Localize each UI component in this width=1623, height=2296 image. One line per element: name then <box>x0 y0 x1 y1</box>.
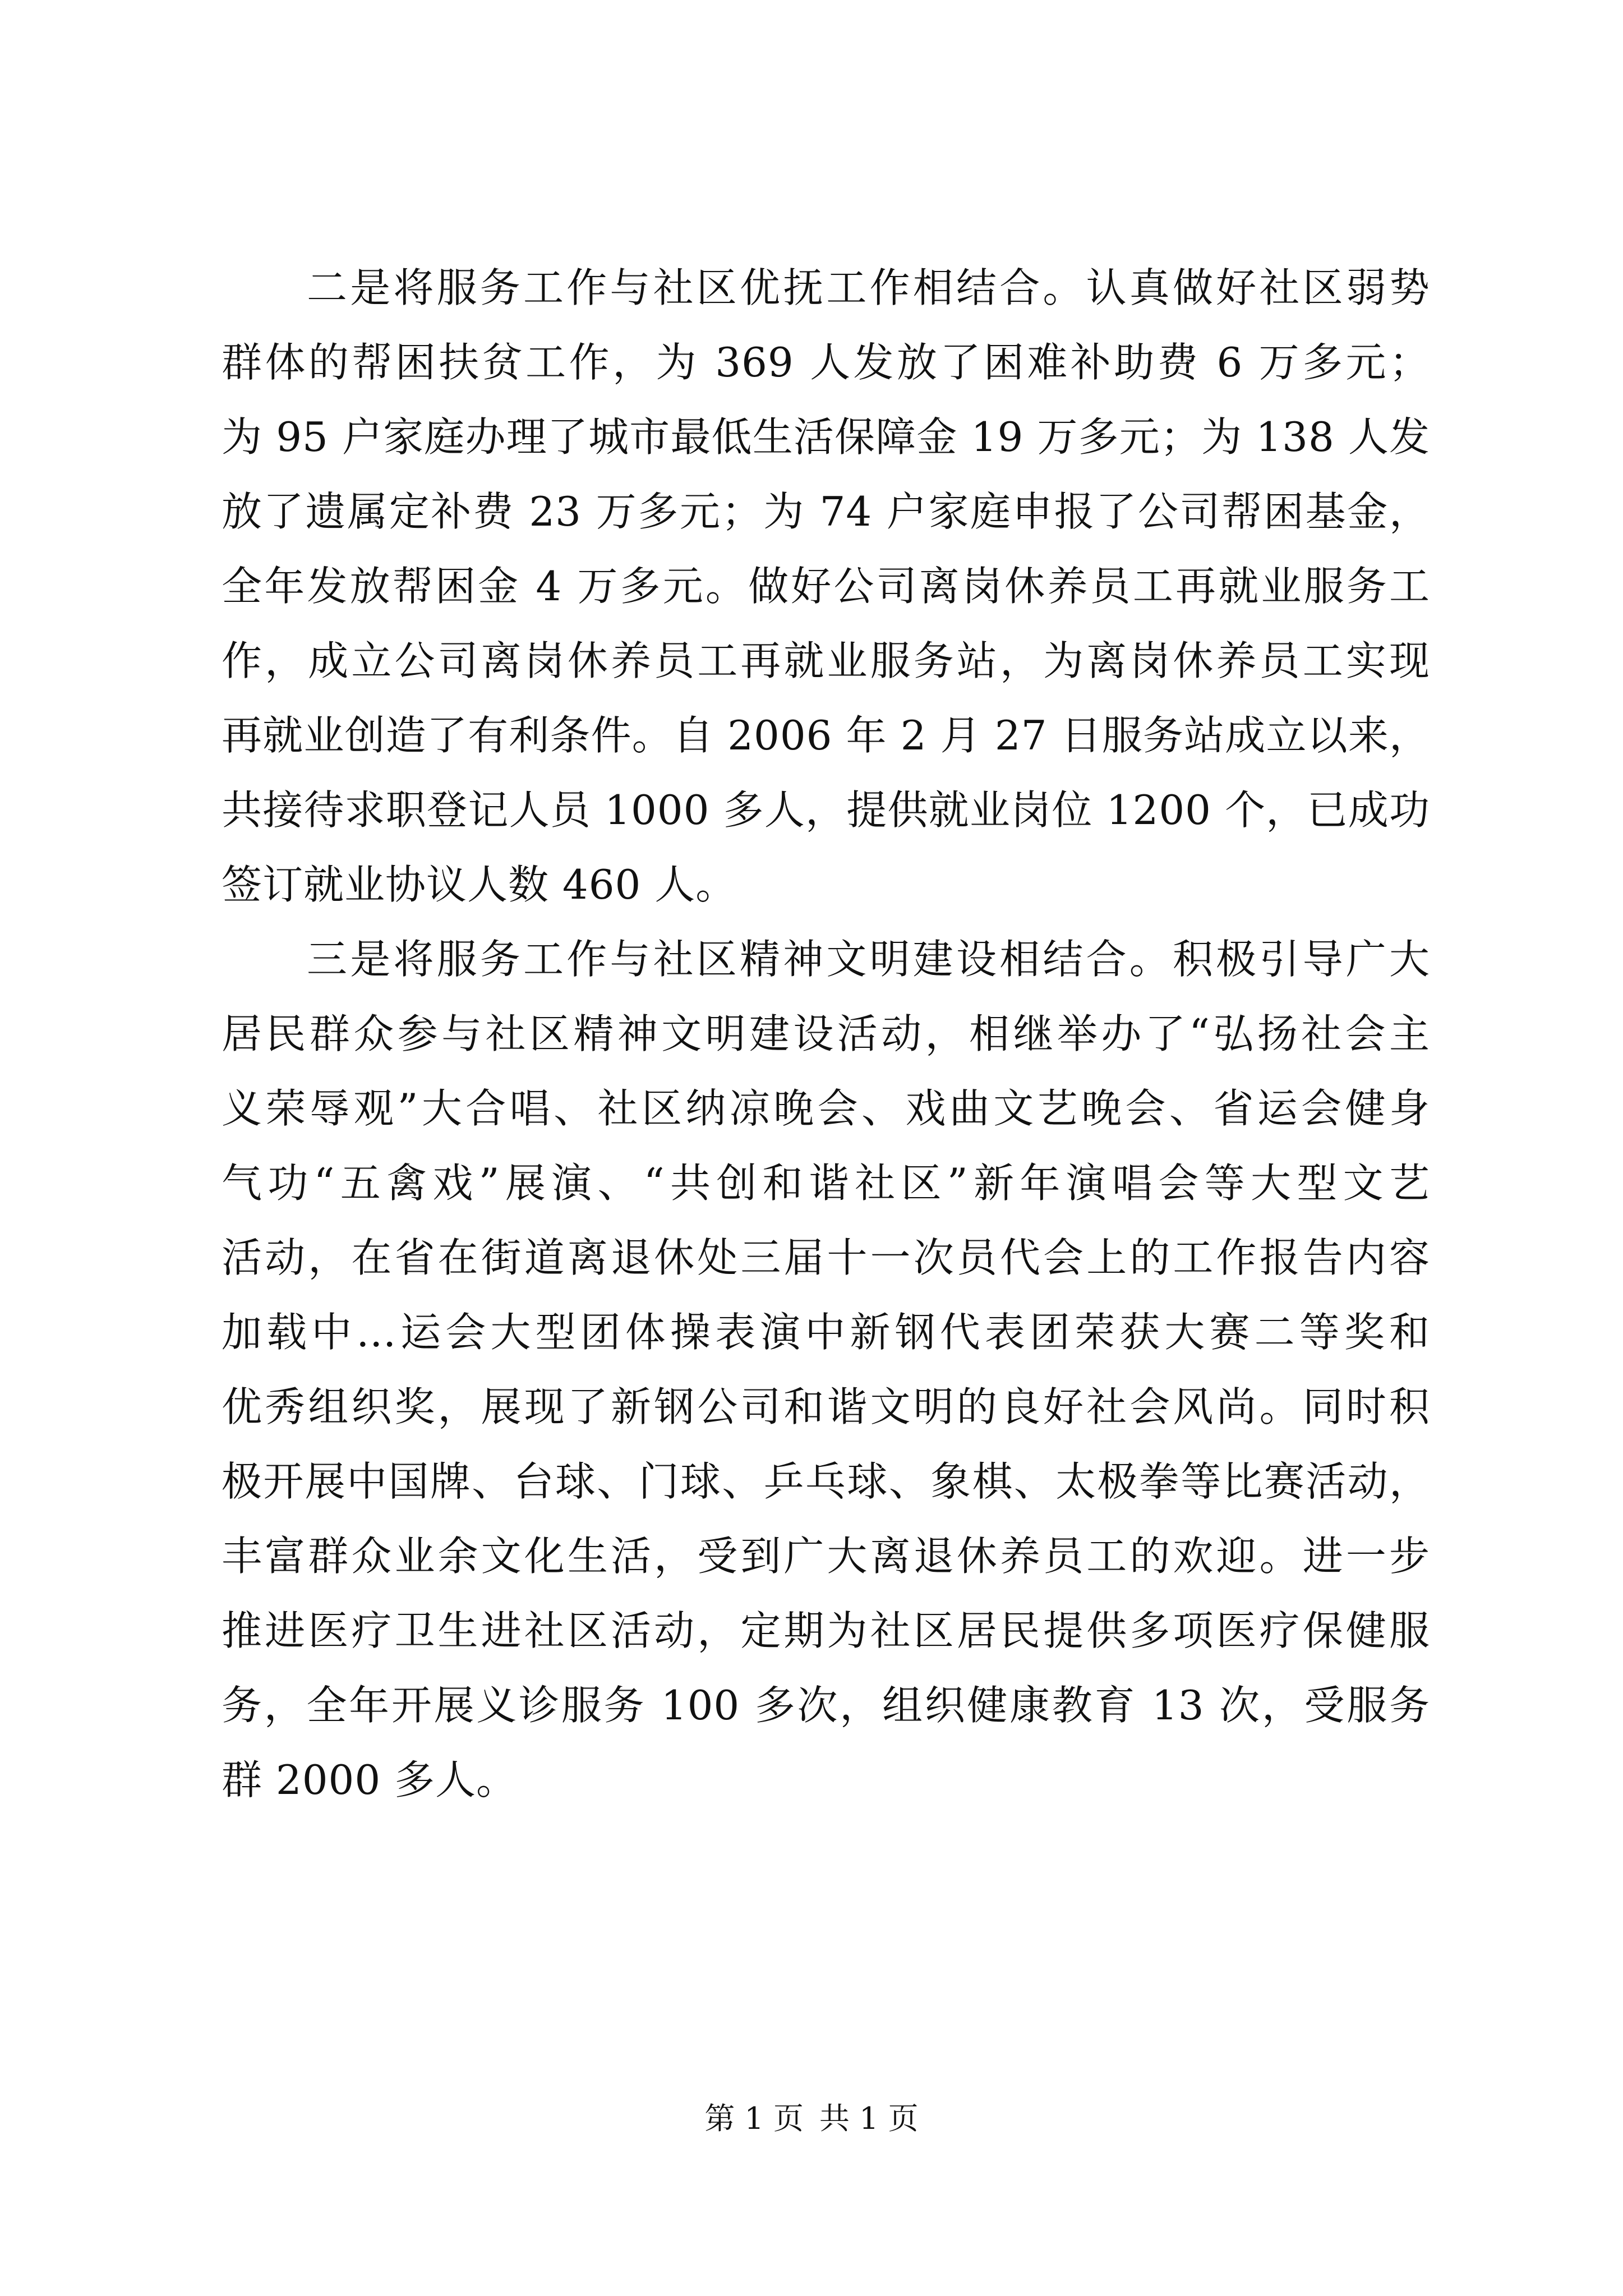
document-body <box>222 251 1430 1818</box>
paragraph-1-line-7: 再就业创造了有利条件。自 2006 年 2 月 27 日服务站成立以来， <box>222 712 1430 759</box>
paragraph-1-line-2: 群体的帮困扶贫工作，为 369 人发放了困难补助费 6 万多元； <box>222 339 1430 386</box>
paragraph-2-line-4: 气功“五禽戏”展演、“共创和谐社区”新年演唱会等大型文艺 <box>222 1159 1430 1207</box>
paragraph-2-line-11: 务，全年开展义诊服务 100 多次，组织健康教育 13 次，受服务 <box>222 1682 1430 1729</box>
paragraph-2-line-1: 三是将服务工作与社区精神文明建设相结合。积极引导广大 <box>307 936 1430 983</box>
paragraph-2 <box>222 922 1430 1818</box>
paragraph-2-line-9: 丰富群众业余文化生活，受到广大离退休养员工的欢迎。进一步 <box>222 1533 1430 1580</box>
paragraph-2-line-12: 群 2000 多人。 <box>222 1756 518 1803</box>
paragraph-1-line-1: 二是将服务工作与社区优抚工作相结合。认真做好社区弱势 <box>307 264 1430 311</box>
paragraph-1-line-3: 为 95 户家庭办理了城市最低生活保障金 19 万多元；为 138 人发 <box>222 413 1430 461</box>
paragraph-2-line-3: 义荣辱观”大合唱、社区纳凉晚会、戏曲文艺晚会、省运会健身 <box>222 1085 1430 1132</box>
paragraph-1-line-6: 作，成立公司离岗休养员工再就业服务站，为离岗休养员工实现 <box>222 637 1430 684</box>
paragraph-2-line-8: 极开展中国牌、台球、门球、乒乓球、象棋、太极拳等比赛活动， <box>222 1458 1430 1505</box>
paragraph-2-line-10: 推进医疗卫生进社区活动，定期为社区居民提供多项医疗保健服 <box>222 1607 1430 1654</box>
page-number-total: 共 1 页 <box>819 2101 919 2136</box>
paragraph-1-line-9: 签订就业协议人数 460 人。 <box>222 861 737 908</box>
paragraph-1-line-8: 共接待求职登记人员 1000 多人，提供就业岗位 1200 个，已成功 <box>222 786 1430 834</box>
paragraph-1-line-5: 全年发放帮困金 4 万多元。做好公司离岗休养员工再就业服务工 <box>222 563 1430 610</box>
page-footer <box>0 2099 1623 2138</box>
paragraph-2-line-6: 加载中...运会大型团体操表演中新钢代表团荣获大赛二等奖和 <box>222 1309 1430 1356</box>
paragraph-1-line-4: 放了遗属定补费 23 万多元；为 74 户家庭申报了公司帮困基金， <box>222 488 1430 535</box>
paragraph-2-line-2: 居民群众参与社区精神文明建设活动，相继举办了“弘扬社会主 <box>222 1010 1430 1057</box>
page-number-current: 第 1 页 <box>704 2101 804 2136</box>
paragraph-2-line-5: 活动，在省在街道离退休处三届十一次员代会上的工作报告内容 <box>222 1234 1430 1281</box>
paragraph-1 <box>222 251 1430 922</box>
paragraph-2-line-7: 优秀组织奖，展现了新钢公司和谐文明的良好社会风尚。同时积 <box>222 1383 1430 1430</box>
